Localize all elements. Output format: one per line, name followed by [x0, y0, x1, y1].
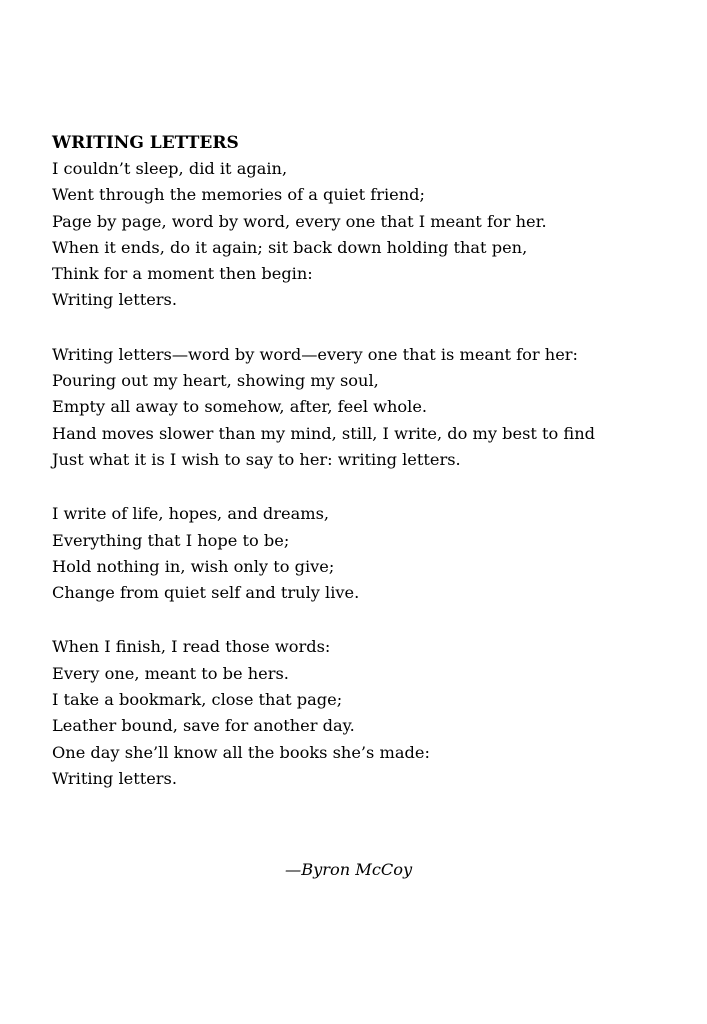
- stanza-4: [52, 634, 692, 792]
- poem-line: I couldn’t sleep, did it again,: [52, 159, 288, 178]
- poem-line: Writing letters.: [52, 290, 177, 310]
- poem-line: Leather bound, save for another day.: [52, 716, 355, 736]
- poem-line: Hold nothing in, wish only to give;: [52, 556, 335, 576]
- poem-title: WRITING LETTERS: [52, 133, 239, 153]
- poem-line: Everything that I hope to be;: [52, 530, 290, 550]
- poem-line: Hand moves slower than my mind, still, I write, do my best to find: [52, 423, 596, 443]
- poem-line: When it ends, do it again; sit back down holding that pen,: [52, 237, 528, 257]
- poem-line: Page by page, word by word, every one that I meant for her.: [52, 211, 547, 231]
- poem-line: Writing letters.: [52, 768, 177, 788]
- poem-line: I take a bookmark, close that page;: [52, 690, 343, 710]
- poem-line: Every one, meant to be hers.: [52, 663, 289, 683]
- poem-line: Writing letters—word by word—every one that is meant for her:: [52, 344, 578, 364]
- stanza-2: [52, 342, 692, 473]
- poem-line: Pouring out my heart, showing my soul,: [52, 371, 379, 391]
- poem-line: Change from quiet self and truly live.: [52, 583, 360, 603]
- poem-signature: —Byron McCoy: [285, 860, 413, 879]
- poem: [52, 130, 692, 820]
- stanza-3: [52, 501, 692, 606]
- poem-line: One day she’ll know all the books she’s made:: [52, 742, 430, 762]
- poem-line: Went through the memories of a quiet friend;: [52, 185, 425, 205]
- poem-line: Think for a moment then begin:: [52, 264, 313, 284]
- poem-line: Empty all away to somehow, after, feel whole.: [52, 397, 428, 417]
- stanza-1: [52, 156, 692, 314]
- poem-line: Just what it is I wish to say to her: writing letters.: [52, 449, 461, 469]
- poem-line: When I finish, I read those words:: [52, 637, 331, 657]
- poem-line: I write of life, hopes, and dreams,: [52, 504, 330, 524]
